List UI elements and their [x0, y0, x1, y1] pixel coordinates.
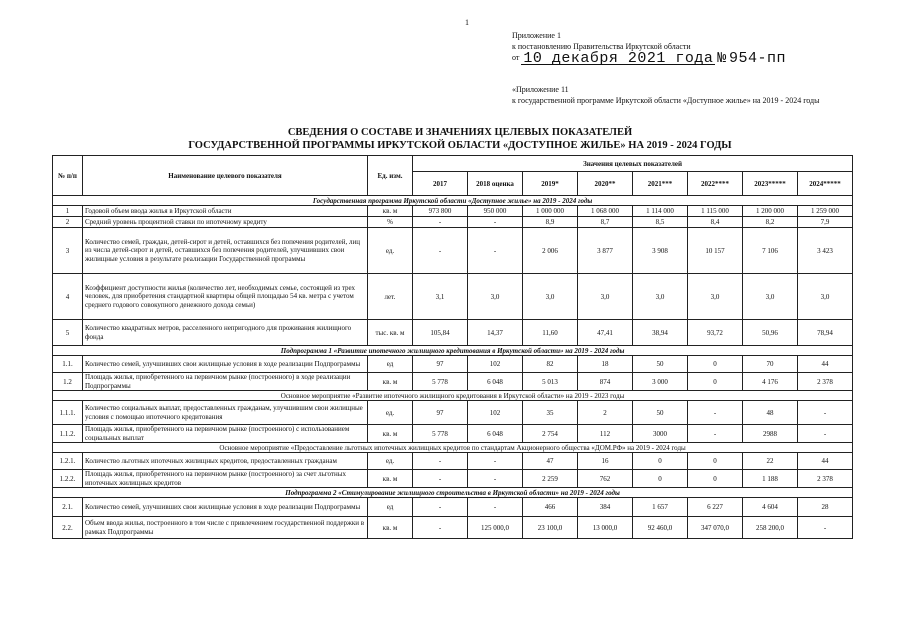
value-cell: 97	[413, 401, 468, 425]
row-number: 5	[53, 320, 83, 346]
value-cell: 50,96	[743, 320, 798, 346]
value-cell: 8,2	[743, 217, 798, 228]
value-cell: 1 114 000	[633, 206, 688, 217]
section-title: Подпрограмма 1 «Развитие ипотечного жилищного кредитования в Иркутской области» на 2019 - 2024 годы	[53, 346, 853, 356]
value-cell: 2 378	[798, 373, 853, 391]
value-cell: 44	[798, 453, 853, 470]
value-cell: 973 800	[413, 206, 468, 217]
indicator-name: Количество семей, граждан, детей-сирот и детей, оставшихся без попечения родителей, лиц из числа детей-сирот и детей, оставшихся без попечения родителей, улучшивших свои жилищные условия в результате реализации Государственной программы	[83, 228, 368, 274]
value-cell: 3 877	[578, 228, 633, 274]
indicator-name: Количество квадратных метров, расселенного непригодного для проживания жилищного фонда	[83, 320, 368, 346]
value-cell: 23 100,0	[523, 517, 578, 539]
value-cell: 2 006	[523, 228, 578, 274]
value-cell: 5 778	[413, 425, 468, 443]
value-cell: 14,37	[468, 320, 523, 346]
row-number: 1	[53, 206, 83, 217]
indicator-name: Количество льготных ипотечных жилищных кредитов, предоставленных гражданам	[83, 453, 368, 470]
value-cell: -	[468, 453, 523, 470]
value-cell: 3,1	[413, 274, 468, 320]
value-cell: 3,0	[578, 274, 633, 320]
value-cell: 347 070,0	[688, 517, 743, 539]
value-cell: 2 378	[798, 470, 853, 488]
section-row	[53, 346, 853, 356]
value-cell: 1 068 000	[578, 206, 633, 217]
value-cell: 3,0	[523, 274, 578, 320]
value-cell: 102	[468, 401, 523, 425]
value-cell: 3,0	[633, 274, 688, 320]
header-year: 2021***	[633, 172, 688, 196]
value-cell: 8,7	[578, 217, 633, 228]
value-cell: 1 000 000	[523, 206, 578, 217]
value-cell: 4 176	[743, 373, 798, 391]
value-cell: 3000	[633, 425, 688, 443]
value-cell: 82	[523, 356, 578, 373]
value-cell: 112	[578, 425, 633, 443]
table-row	[53, 517, 853, 539]
value-cell: 3,0	[798, 274, 853, 320]
value-cell: 47	[523, 453, 578, 470]
value-cell: 1 115 000	[688, 206, 743, 217]
value-cell: 125 000,0	[468, 517, 523, 539]
value-cell: 874	[578, 373, 633, 391]
value-cell: -	[413, 517, 468, 539]
value-cell: 466	[523, 498, 578, 517]
value-cell: 2	[578, 401, 633, 425]
value-cell: 48	[743, 401, 798, 425]
header-year: 2019*	[523, 172, 578, 196]
value-cell: 3,0	[743, 274, 798, 320]
appendix-1-resolution: к постановлению Правительства Иркутской области	[512, 42, 691, 51]
value-cell: 6 227	[688, 498, 743, 517]
header-year: 2020**	[578, 172, 633, 196]
unit-cell: ед	[368, 356, 413, 373]
indicator-name: Количество семей, улучшивших свои жилищные условия в ходе реализации Подпрограммы	[83, 498, 368, 517]
indicator-name: Объем ввода жилья, построенного в том числе с привлечением государственной поддержки в рамках Подпрограммы	[83, 517, 368, 539]
value-cell: 8,4	[688, 217, 743, 228]
resolution-date: 10 декабря 2021 года	[523, 50, 714, 67]
unit-cell: ед.	[368, 228, 413, 274]
header-values: Значения целевых показателей	[413, 156, 853, 172]
row-number: 2.2.	[53, 517, 83, 539]
value-cell: 258 200,0	[743, 517, 798, 539]
section-title: Основное мероприятие «Развитие ипотечного жилищного кредитования в Иркутской области» на 2019 - 2023 годы	[53, 391, 853, 401]
value-cell: 8,9	[523, 217, 578, 228]
appendix-11-program: к государственной программе Иркутской области «Доступное жилье» на 2019 - 2024 годы	[512, 96, 820, 105]
row-number: 1.1.1.	[53, 401, 83, 425]
row-number: 2	[53, 217, 83, 228]
indicator-name: Количество семей, улучшивших свои жилищные условия в ходе реализации Подпрограммы	[83, 356, 368, 373]
value-cell: 762	[578, 470, 633, 488]
resolution-number: 954-пп	[728, 50, 786, 67]
header-num: № п/п	[53, 156, 83, 196]
table-row	[53, 498, 853, 517]
row-number: 1.2.1.	[53, 453, 83, 470]
indicator-name: Площадь жилья, приобретенного на первичном рынке (построенного) в ходе реализации Подпрограммы	[83, 373, 368, 391]
value-cell: 92 460,0	[633, 517, 688, 539]
table-row	[53, 453, 853, 470]
value-cell: 102	[468, 356, 523, 373]
value-cell: 28	[798, 498, 853, 517]
table-row	[53, 320, 853, 346]
unit-cell: кв. м	[368, 470, 413, 488]
header-year: 2024*****	[798, 172, 853, 196]
value-cell: -	[798, 517, 853, 539]
unit-cell: лет.	[368, 274, 413, 320]
value-cell: 97	[413, 356, 468, 373]
value-cell: -	[798, 401, 853, 425]
value-cell: 78,94	[798, 320, 853, 346]
indicator-name: Коэффициент доступности жилья (количество лет, необходимых семье, состоящей из трех человек, для приобретения стандартной квартиры общей площадью 54 кв. метра с учетом среднего годового совокупного денежного дохода семьи)	[83, 274, 368, 320]
value-cell: 38,94	[633, 320, 688, 346]
value-cell: 47,41	[578, 320, 633, 346]
value-cell: -	[798, 425, 853, 443]
value-cell: 2988	[743, 425, 798, 443]
unit-cell: ед	[368, 498, 413, 517]
value-cell: 3 908	[633, 228, 688, 274]
value-cell: -	[413, 217, 468, 228]
indicators-table	[52, 155, 853, 539]
value-cell: 2 754	[523, 425, 578, 443]
unit-cell: тыс. кв. м	[368, 320, 413, 346]
unit-cell: ед.	[368, 453, 413, 470]
table-row	[53, 425, 853, 443]
value-cell: 6 048	[468, 425, 523, 443]
row-number: 1.2.2.	[53, 470, 83, 488]
document-title: СВЕДЕНИЯ О СОСТАВЕ И ЗНАЧЕНИЯХ ЦЕЛЕВЫХ ПОКАЗАТЕЛЕЙ ГОСУДАРСТВЕННОЙ ПРОГРАММЫ ИРКУТСКОЙ ОБЛАСТИ «ДОСТУПНОЕ ЖИЛЬЕ» НА 2019 - 2024 ГОДЫ	[188, 127, 732, 151]
appendix-11-title: «Приложение 11	[512, 85, 569, 94]
row-number: 4	[53, 274, 83, 320]
section-row	[53, 391, 853, 401]
value-cell: 6 048	[468, 373, 523, 391]
header-name: Наименование целевого показателя	[83, 156, 368, 196]
value-cell: 0	[688, 470, 743, 488]
row-number: 2.1.	[53, 498, 83, 517]
section-row	[53, 443, 853, 453]
table-row	[53, 228, 853, 274]
value-cell: 0	[633, 470, 688, 488]
value-cell: -	[413, 498, 468, 517]
row-number: 1.1.	[53, 356, 83, 373]
unit-cell: кв. м	[368, 425, 413, 443]
unit-cell: %	[368, 217, 413, 228]
value-cell: 11,60	[523, 320, 578, 346]
value-cell: 22	[743, 453, 798, 470]
header-unit: Ед. изм.	[368, 156, 413, 196]
indicator-name: Средний уровень процентной ставки по ипотечному кредиту	[83, 217, 368, 228]
table-row	[53, 470, 853, 488]
value-cell: 50	[633, 401, 688, 425]
value-cell: 18	[578, 356, 633, 373]
table-row	[53, 274, 853, 320]
value-cell: 5 013	[523, 373, 578, 391]
value-cell: 8,5	[633, 217, 688, 228]
value-cell: 1 200 000	[743, 206, 798, 217]
indicator-name: Количество социальных выплат, предоставленных гражданам, улучшившим свои жилищные условия с помощью ипотечного кредитования	[83, 401, 368, 425]
section-title: Подпрограмма 2 «Стимулирование жилищного строительства в Иркутской области» на 2019 - 2024 годы	[53, 488, 853, 498]
value-cell: 16	[578, 453, 633, 470]
value-cell: -	[413, 453, 468, 470]
table-row	[53, 401, 853, 425]
row-number: 1.2	[53, 373, 83, 391]
appendix-1-block	[512, 30, 786, 65]
header-year: 2017	[413, 172, 468, 196]
value-cell: 7 106	[743, 228, 798, 274]
value-cell: 2 259	[523, 470, 578, 488]
value-cell: -	[688, 425, 743, 443]
table-row	[53, 206, 853, 217]
unit-cell: кв. м	[368, 373, 413, 391]
table-row	[53, 373, 853, 391]
section-title: Основное мероприятие «Предоставление льготных ипотечных жилищных кредитов по стандартам Акционерного общества «ДОМ.РФ» на 2019 - 2024 годы	[53, 443, 853, 453]
value-cell: 13 000,0	[578, 517, 633, 539]
value-cell: -	[468, 228, 523, 274]
value-cell: -	[468, 217, 523, 228]
value-cell: 10 157	[688, 228, 743, 274]
value-cell: 3,0	[468, 274, 523, 320]
value-cell: -	[468, 470, 523, 488]
value-cell: 105,84	[413, 320, 468, 346]
value-cell: 384	[578, 498, 633, 517]
value-cell: 1 259 000	[798, 206, 853, 217]
indicator-name: Площадь жилья, приобретенного на первичном рынке (построенного) с использованием социальных выплат	[83, 425, 368, 443]
value-cell: -	[688, 401, 743, 425]
value-cell: 93,72	[688, 320, 743, 346]
table-row	[53, 356, 853, 373]
value-cell: 3,0	[688, 274, 743, 320]
section-row	[53, 196, 853, 206]
value-cell: 0	[688, 356, 743, 373]
header-year: 2022****	[688, 172, 743, 196]
section-row	[53, 488, 853, 498]
unit-cell: ед.	[368, 401, 413, 425]
appendix-11-block	[512, 84, 872, 106]
value-cell: 44	[798, 356, 853, 373]
table-row	[53, 217, 853, 228]
value-cell: 3 423	[798, 228, 853, 274]
indicator-name: Годовой объем ввода жилья в Иркутской области	[83, 206, 368, 217]
value-cell: 950 000	[468, 206, 523, 217]
indicator-name: Площадь жилья, приобретенного на первичном рынке (построенного) за счет льготных ипотечных жилищных кредитов	[83, 470, 368, 488]
value-cell: 4 604	[743, 498, 798, 517]
section-title: Государственная программа Иркутской области «Доступное жилье» на 2019 - 2024 годы	[53, 196, 853, 206]
value-cell: 3 000	[633, 373, 688, 391]
page-number: 1	[465, 18, 469, 27]
value-cell: 0	[688, 453, 743, 470]
value-cell: 0	[633, 453, 688, 470]
value-cell: 0	[688, 373, 743, 391]
header-year: 2018 оценка	[468, 172, 523, 196]
header-year: 2023*****	[743, 172, 798, 196]
value-cell: 7,9	[798, 217, 853, 228]
unit-cell: кв. м	[368, 517, 413, 539]
value-cell: -	[468, 498, 523, 517]
row-number: 3	[53, 228, 83, 274]
row-number: 1.1.2.	[53, 425, 83, 443]
appendix-1-date-line: от 10 декабря 2021 года № 954-пп	[512, 50, 786, 67]
value-cell: -	[413, 470, 468, 488]
appendix-1-title: Приложение 1	[512, 31, 561, 40]
value-cell: -	[413, 228, 468, 274]
unit-cell: кв. м	[368, 206, 413, 217]
value-cell: 50	[633, 356, 688, 373]
value-cell: 1 188	[743, 470, 798, 488]
value-cell: 1 657	[633, 498, 688, 517]
value-cell: 35	[523, 401, 578, 425]
value-cell: 5 778	[413, 373, 468, 391]
value-cell: 70	[743, 356, 798, 373]
